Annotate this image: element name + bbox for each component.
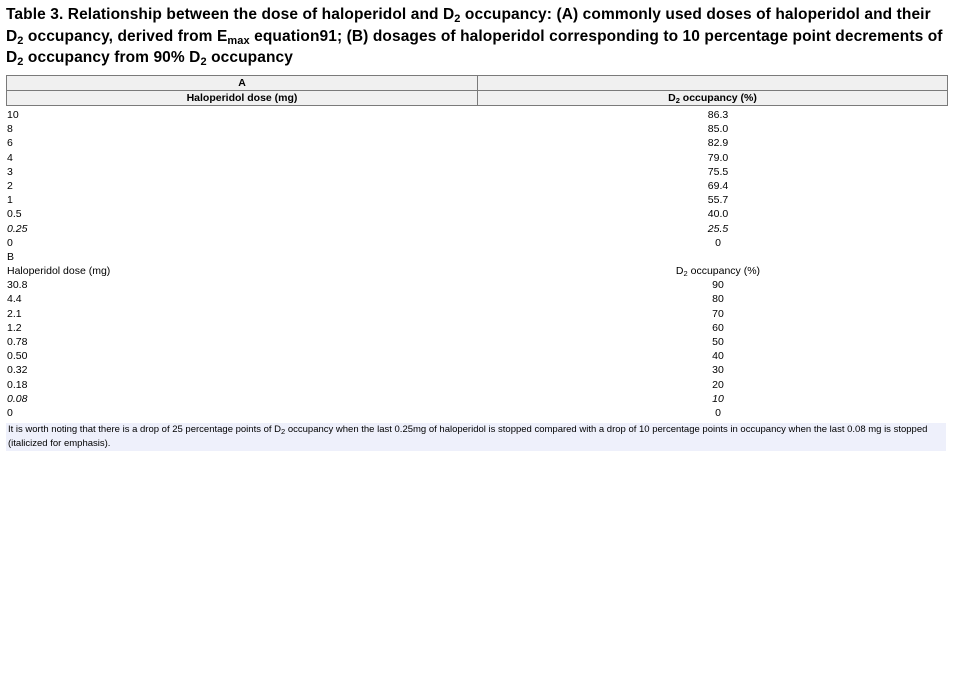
dose-cell: 6 bbox=[7, 137, 13, 150]
table-row bbox=[6, 278, 948, 292]
table-row bbox=[6, 349, 948, 363]
occupancy-cell: 10 bbox=[712, 392, 724, 405]
dose-cell: 2.1 bbox=[7, 307, 22, 320]
dose-cell: 3 bbox=[7, 165, 13, 178]
dose-cell: 4 bbox=[7, 151, 13, 164]
table-row bbox=[6, 363, 948, 377]
table-row bbox=[6, 335, 948, 349]
dose-cell: 0.5 bbox=[7, 208, 22, 221]
occupancy-cell: 0 bbox=[715, 236, 721, 249]
dose-cell: 1 bbox=[7, 194, 13, 207]
table-row bbox=[6, 136, 948, 150]
occupancy-cell: 85.0 bbox=[707, 123, 729, 136]
title-part: occupancy bbox=[206, 49, 293, 66]
dose-cell: 10 bbox=[7, 109, 19, 121]
occupancy-cell: 25.5 bbox=[707, 222, 729, 235]
section-b-label: B bbox=[7, 250, 15, 263]
table-row bbox=[6, 307, 948, 321]
table-row bbox=[6, 378, 948, 392]
occupancy-cell: 0 bbox=[715, 406, 721, 419]
dose-cell: 2 bbox=[7, 179, 13, 192]
table-row bbox=[6, 292, 948, 306]
table-body bbox=[6, 108, 948, 420]
table-row bbox=[6, 207, 948, 221]
occupancy-cell: 69.4 bbox=[707, 179, 729, 192]
occupancy-cell: 75.5 bbox=[707, 165, 729, 178]
table-header bbox=[6, 75, 948, 106]
table-row bbox=[6, 108, 948, 122]
dose-cell: 0.18 bbox=[7, 378, 28, 391]
occupancy-cell: 50 bbox=[712, 336, 724, 348]
dose-cell: 0.78 bbox=[7, 336, 28, 348]
section-a-label: A bbox=[7, 76, 478, 91]
title-part: equation91; (B) dosages of haloperidol corresponding to 10 percentage point decrements of D bbox=[6, 27, 943, 66]
dose-cell: 0.32 bbox=[7, 364, 28, 377]
column-header-occupancy: $D_2$ occupancy (%) bbox=[478, 91, 948, 106]
section-a-empty-cell bbox=[478, 76, 948, 91]
dose-cell: 8 bbox=[7, 123, 13, 136]
occupancy-cell: 90 bbox=[712, 279, 724, 292]
title-part: occupancy: (A) commonly used doses of haloperidol and their D bbox=[6, 6, 931, 45]
section-b-header-occupancy: $D_2$ occupancy (%) bbox=[675, 265, 761, 279]
title-subscript: 2 bbox=[17, 34, 24, 47]
table-row bbox=[6, 165, 948, 179]
dose-cell: 30.8 bbox=[7, 279, 28, 292]
occupancy-cell: 20 bbox=[712, 378, 724, 391]
occupancy-cell: 70 bbox=[712, 307, 724, 320]
table-row bbox=[6, 406, 948, 420]
dose-cell: 0.25 bbox=[7, 222, 28, 235]
title-part: occupancy, derived from E bbox=[23, 27, 228, 45]
dose-cell: 0.50 bbox=[7, 350, 28, 363]
table-row bbox=[6, 179, 948, 193]
section-b-header-dose: Haloperidol dose (mg) bbox=[7, 265, 111, 278]
table-row bbox=[6, 222, 948, 236]
occupancy-cell: 60 bbox=[712, 321, 724, 334]
section-a-rows bbox=[6, 108, 948, 250]
occupancy-cell: 30 bbox=[712, 364, 724, 377]
footnote: It is worth noting that there is a drop of 25 percentage points of $D_2$ occupancy when the last 0.25mg of haloperidol is stopped compared with a drop of 10 percentage points in occupancy when the last 0.08 mg is stopped (italicized for emphasis). bbox=[6, 423, 946, 451]
table-row bbox=[6, 122, 948, 136]
dose-cell: 0.08 bbox=[7, 392, 28, 405]
table-row bbox=[6, 151, 948, 165]
dose-cell: 1.2 bbox=[7, 321, 22, 334]
table-title bbox=[6, 4, 946, 69]
occupancy-cell: 80 bbox=[712, 293, 724, 306]
dose-cell: 0 bbox=[7, 406, 13, 419]
occupancy-cell: 79.0 bbox=[707, 151, 729, 164]
table-row bbox=[6, 236, 948, 250]
table-row bbox=[6, 193, 948, 207]
section-b-header-row bbox=[6, 264, 948, 278]
table-row bbox=[6, 392, 948, 406]
occupancy-cell: 55.7 bbox=[707, 194, 729, 207]
occupancy-cell: 82.9 bbox=[707, 137, 729, 150]
section-b-rows bbox=[6, 278, 948, 420]
occupancy-cell: 40.0 bbox=[707, 208, 729, 221]
dose-cell: 4.4 bbox=[7, 293, 22, 306]
dose-cell: 0 bbox=[7, 236, 13, 249]
section-b-label-row bbox=[6, 250, 948, 264]
title-subscript: 2 bbox=[17, 56, 24, 68]
title-subscript: 2 bbox=[454, 13, 461, 25]
column-header-dose: Haloperidol dose (mg) bbox=[7, 91, 478, 106]
title-part: occupancy from 90% D bbox=[23, 49, 201, 66]
occupancy-cell: 40 bbox=[712, 350, 724, 363]
table-row bbox=[6, 321, 948, 335]
title-subscript: 2 bbox=[200, 56, 207, 68]
occupancy-cell: 86.3 bbox=[707, 109, 729, 121]
title-subscript: max bbox=[227, 34, 250, 47]
title-part: Table 3. Relationship between the dose of haloperidol and D bbox=[6, 6, 455, 23]
